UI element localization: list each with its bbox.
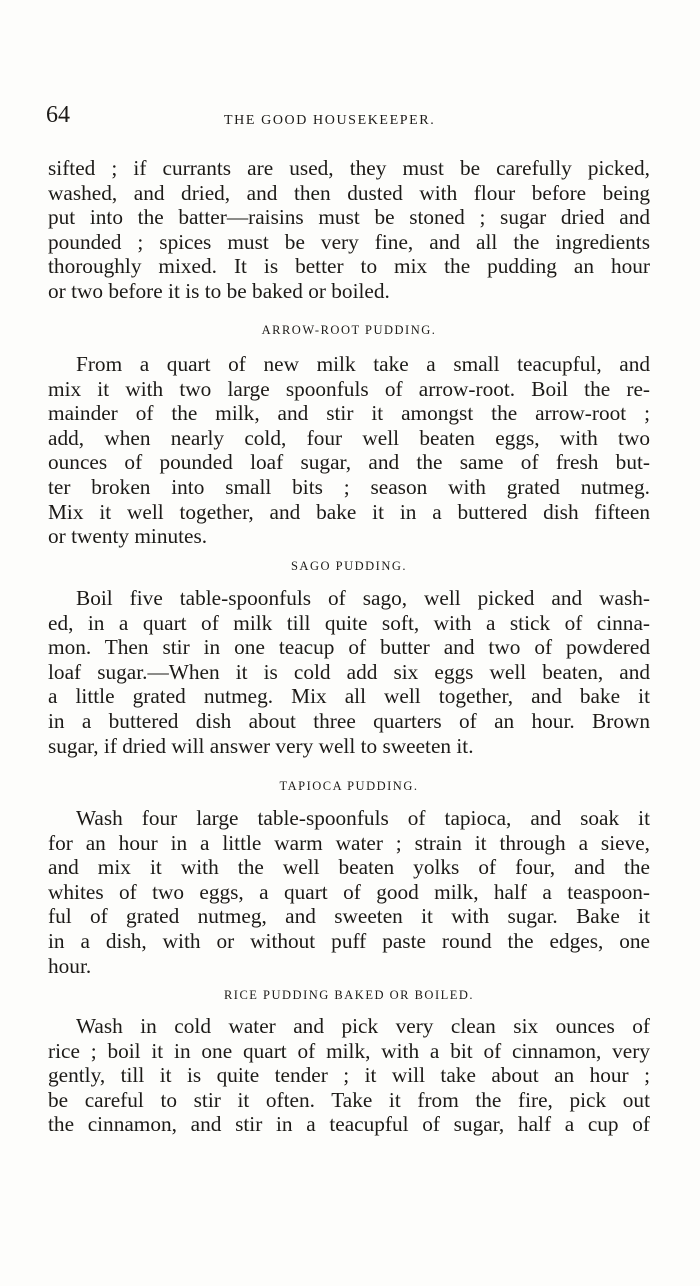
text-line: hour. bbox=[48, 953, 92, 978]
text-line: Boil five table-spoonfuls of sago, well picked and wash- bbox=[76, 586, 650, 610]
text-line: Wash in cold water and pick very clean six ounces of bbox=[76, 1014, 650, 1038]
text-line: in a dish, with or without puff paste round the edges, one bbox=[48, 928, 650, 953]
text-line: sugar, if dried will answer very well to sweeten it. bbox=[48, 733, 474, 758]
text-line: rice ; boil it in one quart of milk, with a bit of cinnamon, very bbox=[48, 1038, 650, 1063]
text-line: in a buttered dish about three quarters of an hour. Brown bbox=[48, 708, 650, 733]
text-line: sifted ; if currants are used, they must be carefully picked, bbox=[48, 156, 650, 180]
text-line: for an hour in a little warm water ; strain it through a sieve, bbox=[48, 830, 650, 855]
text-line: mainder of the milk, and stir it amongst the arrow-root ; bbox=[48, 401, 650, 426]
text-line: mix it with two large spoonfuls of arrow-root. Boil the re- bbox=[48, 376, 650, 401]
recipe-body-sago bbox=[48, 586, 650, 758]
text-line: Mix it well together, and bake it in a buttered dish fifteen bbox=[48, 499, 650, 524]
recipe-body-rice bbox=[48, 1014, 650, 1137]
text-line: Wash four large table-spoonfuls of tapioca, and soak it bbox=[76, 806, 650, 830]
paragraph bbox=[48, 1014, 650, 1137]
text-line: put into the batter—raisins must be stoned ; sugar dried and bbox=[48, 205, 650, 230]
text-line: mon. Then stir in one teacup of butter and two of powdered bbox=[48, 635, 650, 660]
text-line: or twenty minutes. bbox=[48, 524, 208, 549]
page-number: 64 bbox=[46, 102, 70, 128]
text-line: and mix it with the well beaten yolks of four, and the bbox=[48, 855, 650, 880]
running-title: THE GOOD HOUSEKEEPER. bbox=[224, 113, 436, 128]
text-line: washed, and dried, and then dusted with flour before being bbox=[48, 180, 650, 205]
recipe-heading-arrow-root: ARROW-ROOT PUDDING. bbox=[261, 323, 437, 337]
text-line: be careful to stir it often. Take it from the fire, pick out bbox=[48, 1087, 650, 1112]
intro-paragraph bbox=[48, 156, 650, 304]
text-line: ounces of pounded loaf sugar, and the same of fresh but- bbox=[48, 450, 650, 475]
text-line: thoroughly mixed. It is better to mix the pudding an hour bbox=[48, 254, 650, 279]
text-line: a little grated nutmeg. Mix all well together, and bake it bbox=[48, 684, 650, 709]
paragraph bbox=[48, 806, 650, 978]
running-head bbox=[46, 100, 650, 134]
text-line: From a quart of new milk take a small teacupful, and bbox=[76, 352, 650, 376]
recipe-body-tapioca bbox=[48, 806, 650, 978]
text-line: ed, in a quart of milk till quite soft, with a stick of cinna- bbox=[48, 610, 650, 635]
recipe-body-arrow-root bbox=[48, 352, 650, 549]
recipe-heading-rice: RICE PUDDING BAKED OR BOILED. bbox=[223, 988, 475, 1002]
text-line: loaf sugar.—When it is cold add six eggs well beaten, and bbox=[48, 659, 650, 684]
paragraph bbox=[48, 586, 650, 758]
text-line: ter broken into small bits ; season with grated nutmeg. bbox=[48, 474, 650, 499]
text-line: add, when nearly cold, four well beaten eggs, with two bbox=[48, 425, 650, 450]
paragraph bbox=[48, 156, 650, 304]
recipe-heading-sago: SAGO PUDDING. bbox=[290, 559, 408, 573]
text-line: or two before it is to be baked or boiled. bbox=[48, 278, 390, 303]
paragraph bbox=[48, 352, 650, 549]
recipe-heading-tapioca: TAPIOCA PUDDING. bbox=[279, 779, 419, 793]
text-line: gently, till it is quite tender ; it will take about an hour ; bbox=[48, 1063, 650, 1088]
text-line: the cinnamon, and stir in a teacupful of sugar, half a cup of bbox=[48, 1112, 650, 1137]
text-line: whites of two eggs, a quart of good milk, half a teaspoon- bbox=[48, 879, 650, 904]
text-line: pounded ; spices must be very fine, and all the ingredients bbox=[48, 229, 650, 254]
text-line: ful of grated nutmeg, and sweeten it with sugar. Bake it bbox=[48, 904, 650, 929]
